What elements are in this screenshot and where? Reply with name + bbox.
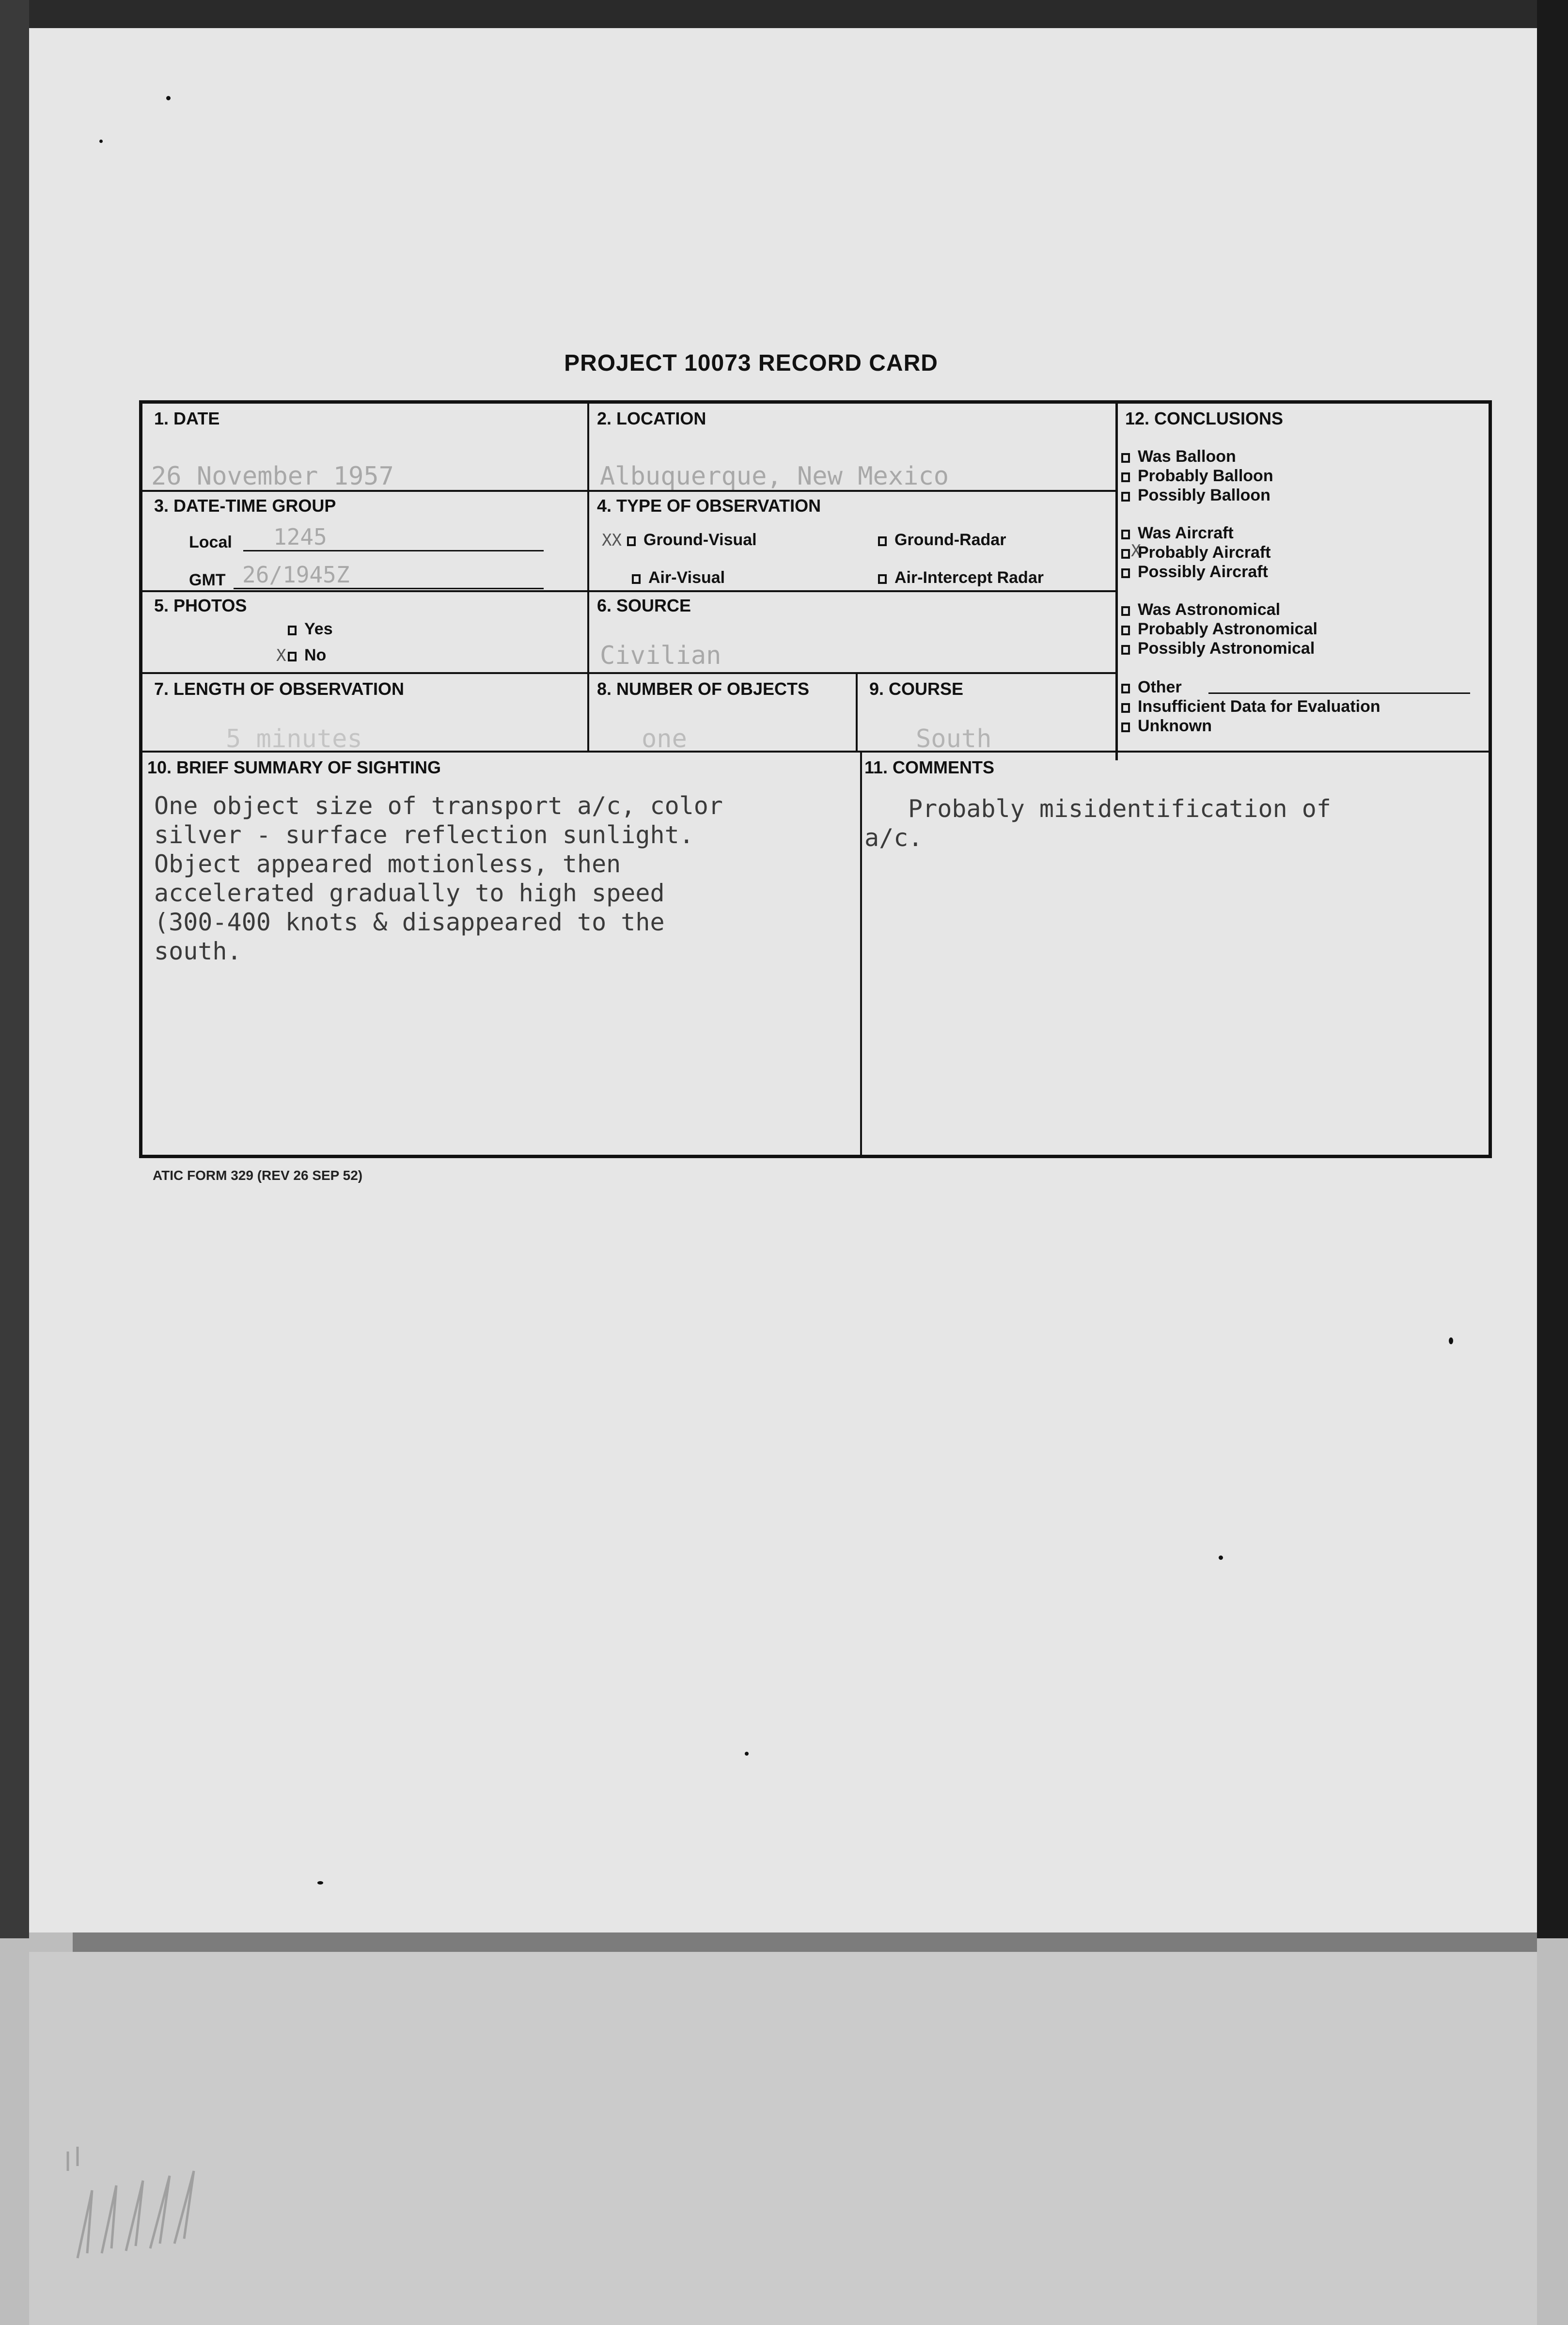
divider: [142, 672, 1115, 674]
gmt-value: 26/1945Z: [242, 562, 350, 588]
comments-line: Probably misidentification of: [908, 795, 1331, 823]
date-value: 26 November 1957: [151, 462, 394, 491]
air-visual-checkbox[interactable]: [632, 574, 641, 584]
conclusion-checkbox[interactable]: [1121, 568, 1130, 578]
air-visual-text: Air-Visual: [648, 568, 725, 587]
conclusion-option[interactable]: [1121, 486, 1270, 505]
ground-visual-text: Ground-Visual: [643, 531, 757, 549]
pencil-scribble: [58, 2122, 218, 2268]
air-intercept-radar-option[interactable]: [878, 568, 1044, 587]
sheet-shadow: [73, 1932, 1537, 1952]
ground-visual-option[interactable]: [627, 531, 757, 550]
comments-label: 11. COMMENTS: [864, 757, 995, 777]
objects-value: one: [642, 724, 687, 754]
divider: [860, 751, 862, 1155]
date-time-group-label: 3. DATE-TIME GROUP: [154, 496, 336, 516]
speck: [317, 1881, 323, 1885]
conclusion-text: Probably Aircraft: [1138, 543, 1271, 562]
photos-no-checkbox[interactable]: [288, 652, 297, 661]
probably-aircraft-mark: X: [1131, 541, 1141, 561]
photos-label: 5. PHOTOS: [154, 596, 247, 615]
local-time-value: 1245: [273, 524, 327, 550]
ground-visual-checkbox[interactable]: [627, 536, 636, 546]
photos-yes-checkbox[interactable]: [288, 626, 297, 635]
conclusion-option[interactable]: [1121, 697, 1380, 716]
photos-yes-text: Yes: [304, 620, 333, 638]
conclusion-text: Possibly Astronomical: [1138, 639, 1315, 658]
photos-no-option[interactable]: [288, 646, 326, 665]
course-value: South: [916, 724, 992, 754]
comments-line: a/c.: [864, 824, 923, 852]
right-border: [1537, 0, 1568, 1938]
observation-type-label: 4. TYPE OF OBSERVATION: [597, 496, 821, 516]
conclusion-checkbox[interactable]: [1121, 645, 1130, 655]
conclusion-option[interactable]: [1121, 447, 1236, 466]
left-border: [0, 0, 29, 1938]
air-visual-option[interactable]: [632, 568, 725, 587]
page-title: PROJECT 10073 RECORD CARD: [564, 350, 938, 376]
conclusion-text: Probably Astronomical: [1138, 620, 1317, 638]
conclusion-option[interactable]: [1121, 717, 1212, 736]
length-label: 7. LENGTH OF OBSERVATION: [154, 679, 405, 699]
summary-line: accelerated gradually to high speed: [154, 879, 665, 907]
conclusion-text: Was Aircraft: [1138, 524, 1234, 542]
conclusion-checkbox[interactable]: [1121, 684, 1130, 693]
form-number: ATIC FORM 329 (REV 26 SEP 52): [153, 1168, 363, 1183]
conclusion-option[interactable]: [1121, 639, 1315, 658]
speck: [1449, 1337, 1453, 1344]
summary-line: silver - surface reflection sunlight.: [154, 821, 694, 849]
other-underline: [1208, 692, 1470, 694]
conclusion-checkbox[interactable]: [1121, 606, 1130, 616]
gmt-label: GMT: [189, 571, 226, 589]
conclusion-checkbox[interactable]: [1121, 492, 1130, 502]
air-intercept-radar-checkbox[interactable]: [878, 574, 887, 584]
conclusion-text: Possibly Balloon: [1138, 486, 1270, 504]
objects-label: 8. NUMBER OF OBJECTS: [597, 679, 810, 699]
conclusion-text: Insufficient Data for Evaluation: [1138, 697, 1380, 716]
air-intercept-radar-text: Air-Intercept Radar: [894, 568, 1044, 587]
conclusion-option[interactable]: [1121, 678, 1182, 697]
conclusion-checkbox[interactable]: [1121, 549, 1130, 559]
top-border: [0, 0, 1568, 28]
date-label: 1. DATE: [154, 408, 220, 428]
conclusion-checkbox[interactable]: [1121, 530, 1130, 539]
conclusion-checkbox[interactable]: [1121, 626, 1130, 635]
conclusion-text: Was Balloon: [1138, 447, 1236, 466]
divider: [142, 590, 1115, 592]
conclusion-checkbox[interactable]: [1121, 472, 1130, 482]
conclusion-option[interactable]: [1121, 543, 1271, 562]
divider: [856, 672, 858, 751]
ground-radar-checkbox[interactable]: [878, 536, 887, 546]
photos-no-mark: X: [276, 646, 286, 665]
divider: [1115, 404, 1118, 760]
conclusion-checkbox[interactable]: [1121, 723, 1130, 732]
speck: [745, 1752, 749, 1756]
speck: [99, 140, 103, 143]
summary-line: south.: [154, 937, 242, 965]
course-label: 9. COURSE: [869, 679, 964, 699]
photos-yes-option[interactable]: [288, 620, 333, 639]
conclusions-label: 12. CONCLUSIONS: [1125, 408, 1284, 428]
conclusion-option[interactable]: [1121, 524, 1234, 543]
speck: [166, 96, 171, 100]
photos-no-text: No: [304, 646, 327, 664]
conclusion-text: Possibly Aircraft: [1138, 563, 1268, 581]
source-label: 6. SOURCE: [597, 596, 691, 615]
local-time-underline: [243, 550, 544, 551]
conclusion-text: Unknown: [1138, 717, 1212, 735]
conclusion-text: Probably Balloon: [1138, 467, 1273, 485]
source-value: Civilian: [600, 641, 721, 670]
conclusion-text: Other: [1138, 678, 1182, 696]
summary-line: (300-400 knots & disappeared to the: [154, 908, 665, 936]
summary-line: Object appeared motionless, then: [154, 850, 621, 878]
summary-line: One object size of transport a/c, color: [154, 792, 723, 820]
location-value: Albuquerque, New Mexico: [600, 462, 949, 491]
conclusion-checkbox[interactable]: [1121, 453, 1130, 463]
conclusion-option[interactable]: [1121, 600, 1280, 619]
divider: [587, 404, 589, 752]
gmt-underline: [234, 588, 544, 589]
ground-visual-mark: XX: [602, 531, 622, 550]
local-time-label: Local: [189, 533, 232, 551]
conclusion-option[interactable]: [1121, 563, 1268, 581]
conclusion-text: Was Astronomical: [1138, 600, 1281, 619]
length-value: 5 minutes: [226, 724, 362, 754]
summary-label: 10. BRIEF SUMMARY OF SIGHTING: [147, 757, 441, 777]
location-label: 2. LOCATION: [597, 408, 706, 428]
record-card: [139, 400, 1492, 1158]
conclusion-option[interactable]: [1121, 467, 1273, 486]
lower-paper: [29, 1952, 1537, 2325]
speck: [1219, 1555, 1223, 1560]
conclusion-option[interactable]: [1121, 620, 1317, 639]
conclusion-checkbox[interactable]: [1121, 703, 1130, 713]
ground-radar-text: Ground-Radar: [894, 531, 1006, 549]
ground-radar-option[interactable]: [878, 531, 1006, 550]
